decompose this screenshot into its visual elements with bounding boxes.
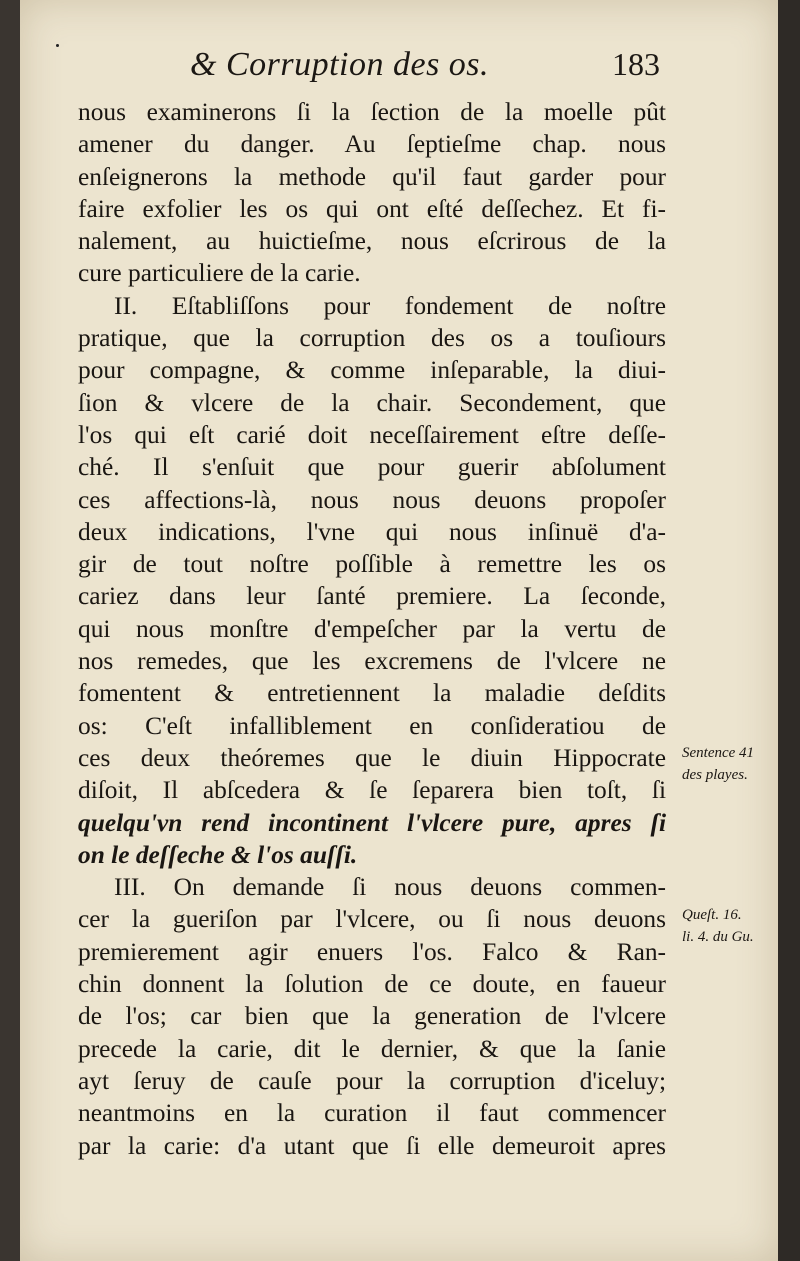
text-line: ché. Il s'enſuit que pour guerir abſolument xyxy=(78,453,666,482)
text-line: ayt ſeruy de cauſe pour la corruption d'iceluy; xyxy=(78,1066,666,1095)
text-line: nos remedes, que les excremens de l'vlcere ne xyxy=(78,647,666,676)
margin-note-line: li. 4. du Gu. xyxy=(682,929,754,945)
text-line: III. On demande ſi nous deuons commen- xyxy=(114,873,666,902)
page-header xyxy=(190,46,660,90)
text-line: gir de tout noſtre poſſible à remettre les os xyxy=(78,550,666,579)
text-line: qui nous monſtre d'empeſcher par la vertu de xyxy=(78,614,666,643)
scan-edge xyxy=(778,0,800,1261)
text-line: cariez dans leur ſanté premiere. La ſeconde, xyxy=(78,582,666,611)
text-line: pratique, que la corruption des os a touſiours xyxy=(78,324,666,353)
text-line: fomentent & entretiennent la maladie deſdits xyxy=(78,679,666,708)
text-line: neantmoins en la curation il faut commencer xyxy=(78,1099,666,1128)
text-line: enſeignerons la methode qu'il faut garder pour xyxy=(78,162,666,191)
text-line: de l'os; car bien que la generation de l'vlcere xyxy=(78,1002,666,1031)
text-line: ſion & vlcere de la chair. Secondement, que xyxy=(78,388,666,417)
text-line: faire exfolier les os qui ont eſté deſſechez. Et fi- xyxy=(78,194,666,223)
text-line: deux indications, l'vne qui nous inſinuë d'a- xyxy=(78,517,666,546)
text-line: ces affections-là, nous nous deuons propoſer xyxy=(78,485,666,514)
text-line: os: C'eſt infalliblement en conſideratiou de xyxy=(78,711,666,740)
text-line: precede la carie, dit le dernier, & que la ſanie xyxy=(78,1034,666,1063)
text-line: cer la gueriſon par l'vlcere, ou ſi nous deuons xyxy=(78,905,666,934)
text-line: l'os qui eſt carié doit neceſſairement eſtre deſſe- xyxy=(78,420,666,449)
text-line: premierement agir enuers l'os. Falco & Ran- xyxy=(78,937,666,966)
ink-speck xyxy=(56,44,59,47)
text-line: nalement, au huictieſme, nous eſcrirous de la xyxy=(78,227,666,256)
text-line: quelqu'vn rend incontinent l'vlcere pure, apres ſi xyxy=(78,808,666,837)
page-number: 183 xyxy=(612,46,660,82)
text-line: chin donnent la ſolution de ce doute, en faueur xyxy=(78,970,666,999)
text-line: pour compagne, & comme inſeparable, la diui- xyxy=(78,356,666,385)
text-line: amener du danger. Au ſeptieſme chap. nous xyxy=(78,130,666,159)
margin-note-line: Sentence 41 xyxy=(682,745,755,761)
running-title: & Corruption des os. xyxy=(190,46,490,83)
text-line: par la carie: d'a utant que ſi elle demeuroit apres xyxy=(78,1131,666,1160)
margin-note-line: des playes. xyxy=(682,767,748,783)
book-page xyxy=(20,0,778,1261)
text-line: on le deſſeche & l'os auſſi. xyxy=(78,840,358,869)
text-line: diſoit, Il abſcedera & ſe ſeparera bien toſt, ſi xyxy=(78,776,666,805)
body-text xyxy=(78,96,666,1162)
text-line: II. Eſtabliſſons pour fondement de noſtre xyxy=(114,291,666,320)
text-line: ces deux theóremes que le diuin Hippocrate xyxy=(78,743,666,772)
text-line: cure particuliere de la carie. xyxy=(78,259,361,288)
text-line: nous examinerons ſi la ſection de la moelle pût xyxy=(78,98,666,126)
margin-note-line: Queſt. 16. xyxy=(682,907,742,923)
